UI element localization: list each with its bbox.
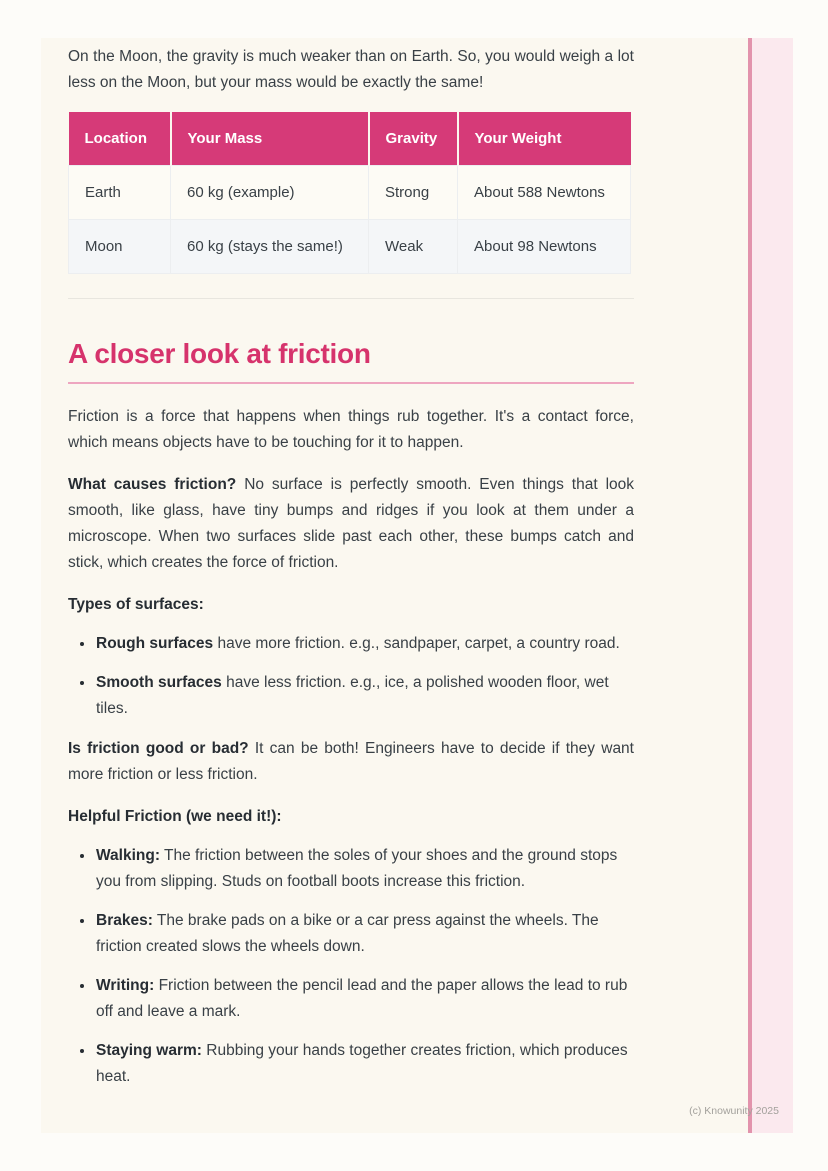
copyright-notice: (c) Knowunity 2025	[689, 1105, 779, 1117]
good-or-bad-paragraph	[68, 736, 634, 788]
list-item-bold-label: Staying warm:	[96, 1042, 202, 1059]
intro-paragraph: On the Moon, the gravity is much weaker than on Earth. So, you would weigh a lot less on the Moon, but your mass would be exactly the same!	[68, 48, 634, 91]
table-cell: About 588 Newtons	[458, 166, 631, 220]
list-item-brakes	[95, 908, 634, 960]
table-cell: About 98 Newtons	[458, 220, 631, 274]
list-item-bold-label: Brakes:	[96, 912, 153, 929]
table-cell: 60 kg (example)	[171, 166, 369, 220]
header-cell-mass: Your Mass	[171, 112, 369, 166]
surfaces-list	[68, 631, 634, 722]
list-item-text: have more friction. e.g., sandpaper, carpet, a country road.	[217, 635, 620, 652]
table-cell: Weak	[369, 220, 458, 274]
header-cell-gravity: Gravity	[369, 112, 458, 166]
section-divider	[68, 298, 634, 299]
list-item-rough	[95, 631, 634, 657]
accent-strip	[748, 38, 793, 1133]
list-item-staying-warm	[95, 1038, 634, 1090]
table-header-row	[69, 112, 631, 166]
helpful-friction-label	[68, 804, 634, 830]
table-cell: Moon	[69, 220, 171, 274]
causes-paragraph	[68, 472, 634, 576]
list-item-bold-label: Walking:	[96, 847, 161, 864]
list-item-text: The friction between the soles of your shoes and the ground stops you from slipping. Studs on football boots increase this friction.	[96, 847, 618, 890]
list-item-bold-label: Smooth surfaces	[96, 674, 222, 691]
table-row-moon	[69, 220, 631, 274]
list-item-smooth	[95, 670, 634, 722]
list-item-text: Friction between the pencil lead and the paper allows the lead to rub off and leave a mark.	[96, 977, 628, 1020]
list-item-bold-label: Rough surfaces	[96, 635, 214, 652]
header-cell-location: Location	[69, 112, 171, 166]
causes-text: No surface is perfectly smooth. Even things that look smooth, like glass, have tiny bumps and ridges if you look at them under a microscope. When two surfaces slide past each other, these bumps catch and stick, which creates the force of friction.	[68, 476, 634, 571]
helpful-friction-list	[68, 843, 634, 1090]
mass-weight-table	[68, 112, 631, 274]
types-of-surfaces-bold: Types of surfaces:	[68, 596, 204, 613]
document-page	[41, 38, 793, 1133]
header-cell-weight: Your Weight	[458, 112, 631, 166]
types-of-surfaces-label	[68, 592, 634, 618]
good-or-bad-text: It can be both! Engineers have to decide if they want more friction or less friction.	[68, 740, 634, 783]
list-item-text: Rubbing your hands together creates friction, which produces heat.	[96, 1042, 628, 1085]
document-content	[41, 38, 634, 1090]
table-cell: Strong	[369, 166, 458, 220]
section-heading: A closer look at friction	[68, 337, 634, 384]
table-row-earth	[69, 166, 631, 220]
table-cell: Earth	[69, 166, 171, 220]
list-item-walking	[95, 843, 634, 895]
list-item-writing	[95, 973, 634, 1025]
helpful-friction-bold: Helpful Friction (we need it!):	[68, 808, 282, 825]
good-or-bad-bold-label: Is friction good or bad?	[68, 740, 249, 757]
list-item-bold-label: Writing:	[96, 977, 155, 994]
list-item-text: The brake pads on a bike or a car press against the wheels. The friction created slows the wheels down.	[96, 912, 599, 955]
list-item-text: have less friction. e.g., ice, a polished wooden floor, wet tiles.	[96, 674, 609, 717]
table-cell: 60 kg (stays the same!)	[171, 220, 369, 274]
friction-intro-paragraph: Friction is a force that happens when things rub together. It's a contact force, which means objects have to be touching for it to happen.	[68, 408, 634, 451]
causes-bold-label: What causes friction?	[68, 476, 237, 493]
